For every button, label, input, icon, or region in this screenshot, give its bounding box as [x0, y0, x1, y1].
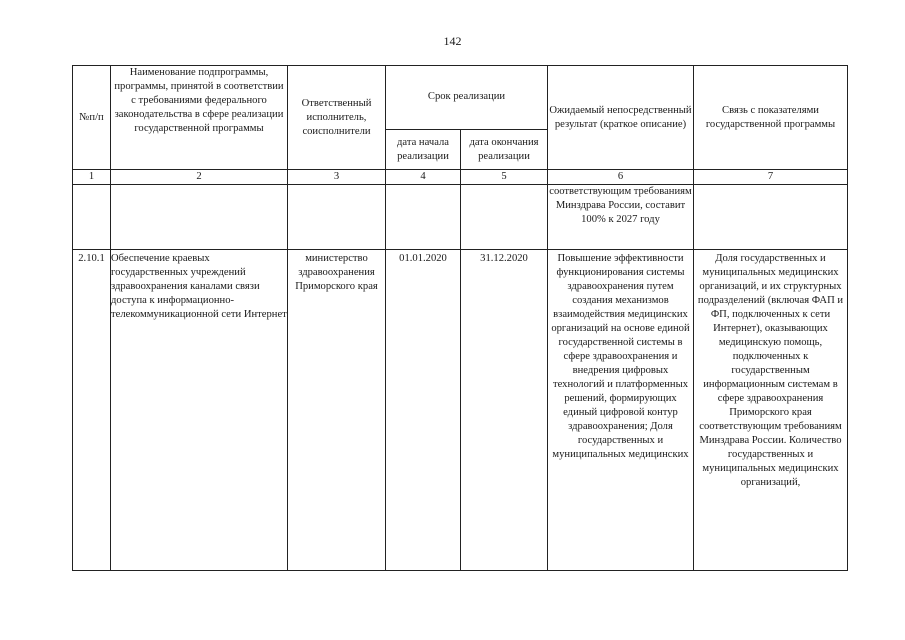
header-end-date: дата окончания реализации — [461, 130, 548, 170]
page-number: 142 — [443, 34, 462, 48]
row-link — [694, 185, 848, 250]
column-number: 7 — [694, 170, 848, 185]
column-number: 1 — [73, 170, 111, 185]
row-responsible — [288, 185, 386, 250]
row-num — [73, 185, 111, 250]
row-name: Обеспечение краевых государственных учреждений здравоохранения каналами связи доступа к информационно-телекоммуникационной сети Интернет — [111, 250, 288, 571]
header-name: Наименование подпрограммы, программы, принятой в соответствии с требованиями федерального законодательства в сфере реализации государственной программы — [111, 66, 288, 170]
column-number: 3 — [288, 170, 386, 185]
header-period: Срок реализации — [386, 66, 548, 130]
row-result: Повышение эффективности функционирования системы здравоохранения путем создания механизмов взаимодействия медицинских организаций на основе единой государственной системы в сфере здравоохранения и внедрения цифровых технологий и платформенных решений, формирующих единый цифровой контур здравоохранения; Доля государственных и муниципальных медицинских — [548, 250, 694, 571]
header-result: Ожидаемый непосредственный результат (краткое описание) — [548, 66, 694, 170]
program-table — [72, 65, 848, 571]
column-number: 6 — [548, 170, 694, 185]
header-responsible: Ответственный исполнитель, соисполнители — [288, 66, 386, 170]
row-end-date — [461, 185, 548, 250]
table-row — [73, 185, 848, 250]
row-name — [111, 185, 288, 250]
row-start-date — [386, 185, 461, 250]
header-num: №п/п — [73, 66, 111, 170]
header-start-date: дата начала реализации — [386, 130, 461, 170]
column-number-row — [73, 170, 848, 185]
column-number: 4 — [386, 170, 461, 185]
column-number: 2 — [111, 170, 288, 185]
row-end-date: 31.12.2020 — [461, 250, 548, 571]
row-link: Доля государственных и муниципальных медицинских организаций, и их структурных подразделений (включая ФАП и ФП, подключенных к сети Интернет), оказывающих медицинскую помощь, подключенных к государственным информационным системам в сфере здравоохранения Приморского края соответствующим требованиям Минздрава России. Количество государственных и муниципальных медицинских организаций, — [694, 250, 848, 571]
row-num: 2.10.1 — [73, 250, 111, 571]
column-number: 5 — [461, 170, 548, 185]
row-responsible: министерство здравоохранения Приморского края — [288, 250, 386, 571]
table-row — [73, 250, 848, 571]
row-start-date: 01.01.2020 — [386, 250, 461, 571]
header-link: Связь с показателями государственной программы — [694, 66, 848, 170]
row-result: соответствующим требованиям Минздрава России, составит 100% к 2027 году — [548, 185, 694, 250]
